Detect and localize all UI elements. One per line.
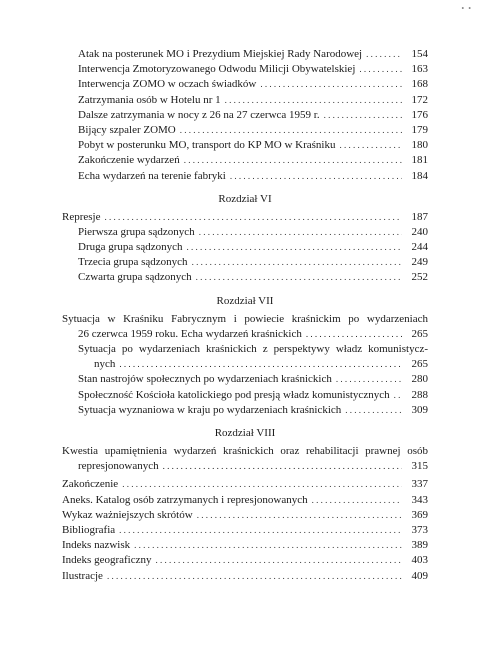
toc-entry — [62, 123, 428, 138]
toc-entry-title: Wykaz ważniejszych skrótów — [62, 508, 193, 521]
leader-dots — [186, 240, 402, 255]
toc-entry-page: 337 — [411, 478, 428, 491]
toc-entry — [62, 477, 428, 492]
toc-entry-title-line1: Sytuacja w Kraśniku Fabrycznym i powiecie kraśnickim po wydarzeniach — [62, 312, 428, 325]
toc-entry-page: 187 — [411, 210, 428, 223]
toc-entry-page: 184 — [411, 169, 428, 182]
toc-entry-page: 343 — [411, 493, 428, 506]
toc-entry — [62, 210, 428, 225]
toc-entry — [62, 108, 428, 123]
leader-dots — [197, 508, 402, 523]
toc-entry-page: 163 — [411, 63, 428, 76]
toc-entry — [62, 508, 428, 523]
toc-entry-title-line2: 26 czerwca 1959 roku. Echa wydarzeń kraśnickich — [78, 327, 302, 340]
toc-entry-title-line2: represjonowanych — [78, 460, 159, 473]
leader-dots — [163, 459, 402, 474]
corner-mark: • • — [461, 4, 472, 13]
toc-entry-multiline — [62, 342, 428, 372]
toc-entry-title: Pierwsza grupa sądzonych — [78, 225, 195, 238]
toc-entry-title: Sytuacja wyznaniowa w kraju po wydarzeniach kraśnickich — [78, 403, 342, 416]
toc-entry-page: 403 — [411, 554, 428, 567]
toc-entry-page: 252 — [411, 271, 428, 284]
toc-entry-title: Ilustracje — [62, 569, 103, 582]
toc-entry — [62, 493, 428, 508]
toc-entry-page: 389 — [411, 539, 428, 552]
leader-dots — [366, 47, 402, 62]
toc-entry — [62, 372, 428, 387]
toc-entry — [62, 169, 428, 184]
leader-dots — [119, 357, 402, 372]
toc-entry-title: Represje — [62, 210, 101, 223]
toc-entry-title: Aneks. Katalog osób zatrzymanych i represjonowanych — [62, 493, 308, 506]
leader-dots — [107, 569, 402, 584]
toc-entry-title: Bibliografia — [62, 523, 116, 536]
toc-entry-page: 309 — [411, 403, 428, 416]
toc-entry-page: 280 — [411, 373, 428, 386]
toc-entry — [62, 77, 428, 92]
toc-entry-title: Indeks geograficzny — [62, 554, 152, 567]
toc-entry-title: Echa wydarzeń na terenie fabryki — [78, 169, 226, 182]
toc-entry-title: Społeczność Kościoła katolickiego pod presją władz komunistycznych — [78, 388, 390, 401]
toc-entry-page: 172 — [411, 93, 428, 106]
toc-entry-page: 180 — [411, 139, 428, 152]
leader-dots — [260, 77, 402, 92]
toc-entry-title: Zatrzymania osób w Hotelu nr 1 — [78, 93, 221, 106]
toc-entry-title: Bijący szpaler ZOMO — [78, 123, 176, 136]
toc-entry — [62, 553, 428, 568]
toc-entry-page: 154 — [411, 48, 428, 60]
toc-entry-page: 315 — [411, 460, 428, 473]
toc-entry-title: Pobyt w posterunku MO, transport do KP MO w Kraśniku — [78, 139, 336, 152]
leader-dots — [230, 169, 402, 184]
toc-entry-title-line1: Sytuacja po wydarzeniach kraśnickich z perspektywy władz komunistycz- — [78, 343, 428, 356]
leader-dots — [359, 62, 402, 77]
toc-entry-page: 288 — [411, 388, 428, 401]
toc-entry-title: Indeks nazwisk — [62, 539, 131, 552]
leader-dots — [312, 493, 402, 508]
toc-entry — [62, 523, 428, 538]
toc-entry-page: 249 — [411, 256, 428, 269]
leader-dots — [196, 270, 402, 285]
leader-dots — [339, 138, 402, 153]
leader-dots — [345, 403, 402, 418]
chapter-heading: Rozdział VI — [218, 192, 272, 205]
toc-entry-multiline — [62, 444, 428, 474]
toc-entry — [62, 569, 428, 584]
toc-entry-title: Atak na posterunek MO i Prezydium Miejskiej Rady Narodowej — [78, 48, 363, 60]
toc-entry-title-line2: nych — [94, 358, 116, 371]
toc-entry-page: 409 — [411, 569, 428, 582]
leader-dots — [119, 523, 402, 538]
toc-entry — [62, 403, 428, 418]
toc-entry-page: 265 — [411, 327, 428, 340]
toc-entry-page: 168 — [411, 78, 428, 91]
leader-dots — [180, 123, 402, 138]
toc-entry-title: Zakończenie wydarzeń — [78, 154, 180, 167]
toc-entry-page: 240 — [411, 225, 428, 238]
leader-dots — [134, 538, 402, 553]
toc-entry — [62, 62, 428, 77]
toc-entry-title: Trzecia grupa sądzonych — [78, 256, 188, 269]
toc-entry-multiline — [62, 312, 428, 342]
chapter-heading: Rozdział VII — [216, 294, 274, 307]
toc-entry — [62, 270, 428, 285]
toc-entry-title: Druga grupa sądzonych — [78, 241, 183, 254]
leader-dots — [199, 225, 402, 240]
toc-entry-page: 244 — [411, 241, 428, 254]
toc-entry — [62, 153, 428, 168]
toc-entry-page: 176 — [411, 108, 428, 121]
toc-entry — [62, 538, 428, 553]
toc-entry-title: Interwencja Zmotoryzowanego Odwodu Milicji Obywatelskiej — [78, 63, 356, 76]
toc-entry-title: Zakończenie — [62, 478, 119, 491]
leader-dots — [122, 477, 402, 492]
toc-entry-page: 179 — [411, 123, 428, 136]
leader-dots — [156, 553, 403, 568]
toc-entry — [62, 240, 428, 255]
toc-entry — [62, 255, 428, 270]
toc-entry-page: 181 — [411, 154, 428, 167]
toc-entry-title: Dalsze zatrzymania w nocy z 26 na 27 czerwca 1959 r. — [78, 108, 320, 121]
leader-dots — [336, 372, 402, 387]
toc-entry — [62, 47, 428, 62]
leader-dots — [104, 210, 402, 225]
leader-dots — [192, 255, 402, 270]
toc-entry-title: Czwarta grupa sądzonych — [78, 271, 192, 284]
toc-entry — [62, 225, 428, 240]
chapter-heading: Rozdział VIII — [214, 427, 276, 439]
toc-entry-title: Interwencja ZOMO w oczach świadków — [78, 78, 257, 91]
toc-entry-page: 373 — [411, 523, 428, 536]
leader-dots — [394, 388, 402, 403]
toc-entry-page: 369 — [411, 508, 428, 521]
toc-entry — [62, 138, 428, 153]
leader-dots — [225, 93, 402, 108]
table-of-contents — [62, 47, 428, 584]
leader-dots — [184, 153, 402, 168]
toc-entry-page: 265 — [411, 358, 428, 371]
toc-entry-title-line1: Kwestia upamiętnienia wydarzeń kraśnickich oraz rehabilitacji prawnej osób — [62, 445, 428, 457]
toc-entry-title: Stan nastrojów społecznych po wydarzeniach kraśnickich — [78, 373, 332, 386]
leader-dots — [324, 108, 402, 123]
toc-entry — [62, 388, 428, 403]
toc-entry — [62, 93, 428, 108]
leader-dots — [306, 327, 402, 342]
